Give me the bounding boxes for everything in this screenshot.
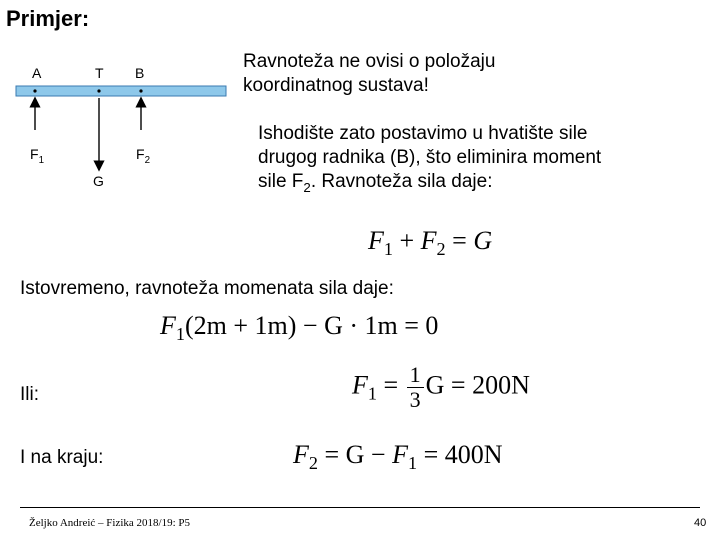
statement-text: Ravnoteža ne ovisi o položaju koordinatnog sustava! xyxy=(243,51,496,96)
label-g: G xyxy=(93,173,104,189)
equation-moment-balance: $F_1(2m + 1m) - G \cdot 1m = 0$ xyxy=(160,311,439,345)
equation-force-balance: $F_1 + F_2 = G$ xyxy=(368,226,493,260)
label-f2: $F_2$ xyxy=(136,146,151,166)
label-a: A xyxy=(32,65,42,81)
footer-divider xyxy=(20,507,700,508)
point-a xyxy=(33,89,36,92)
finally-label: I na kraju: xyxy=(20,447,104,468)
label-f1: $F_1$ xyxy=(30,146,45,166)
page-number: 40 xyxy=(694,517,707,529)
point-b xyxy=(139,89,142,92)
moment-balance-text: Istovremeno, ravnoteža momenata sila daje: xyxy=(20,278,394,299)
beam xyxy=(16,86,226,96)
origin-paragraph: Ishodište zato postavimo u hvatište sile drugog radnika (B), što eliminira moment sile $F_2$. Ravnoteža sila daje: xyxy=(258,123,602,195)
beam-diagram xyxy=(0,60,230,200)
label-b: B xyxy=(135,65,145,81)
ili-label: Ili: xyxy=(20,384,39,405)
slide-title: Primjer: xyxy=(6,6,90,31)
equation-f2-result: $F_2 = G - F_1 = 400N$ xyxy=(293,440,503,474)
point-t xyxy=(97,89,100,92)
fraction-one-third: $\frac{1}{3}$ xyxy=(407,363,424,412)
footer-text: Željko Andreić – Fizika 2018/19: P5 xyxy=(29,517,191,529)
equation-f1-result: $F_1$ = $\frac{1}{3}$ G = 200N xyxy=(352,362,530,412)
label-t: T xyxy=(95,65,104,81)
